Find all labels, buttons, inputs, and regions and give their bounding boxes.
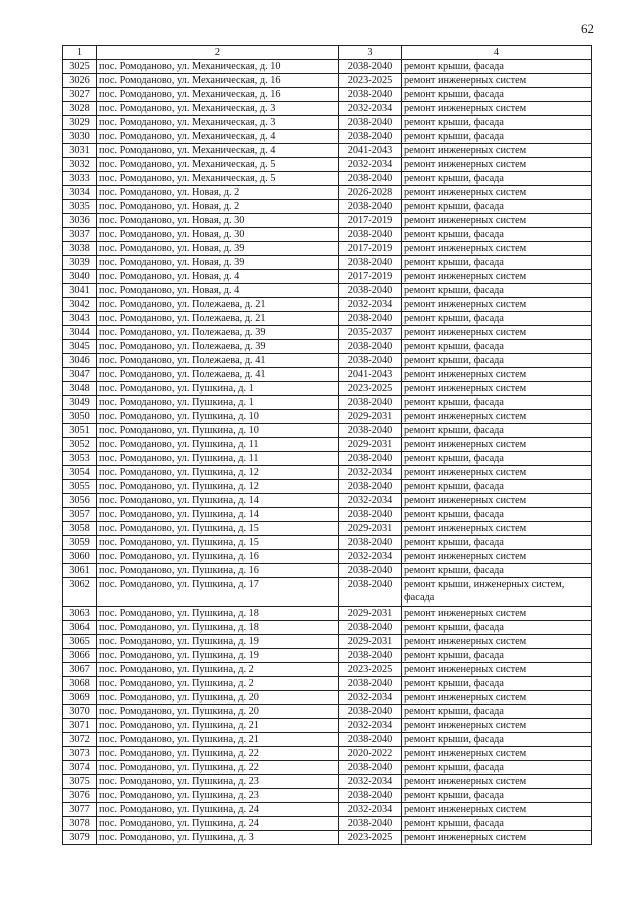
row-work-type: ремонт инженерных систем: [402, 368, 592, 382]
row-period: 2041-2043: [339, 144, 402, 158]
row-address: пос. Ромоданово, ул. Пушкина, д. 17: [97, 578, 339, 607]
row-number: 3034: [63, 186, 97, 200]
table-row: [63, 747, 592, 761]
row-period: 2017-2019: [339, 270, 402, 284]
table-row: [63, 607, 592, 621]
row-period: 2038-2040: [339, 578, 402, 607]
row-number: 3035: [63, 200, 97, 214]
row-work-type: ремонт инженерных систем: [402, 242, 592, 256]
table-row: [63, 635, 592, 649]
row-work-type: ремонт инженерных систем: [402, 466, 592, 480]
row-number: 3050: [63, 410, 97, 424]
row-number: 3032: [63, 158, 97, 172]
row-address: пос. Ромоданово, ул. Новая, д. 4: [97, 270, 339, 284]
row-period: 2038-2040: [339, 172, 402, 186]
row-address: пос. Ромоданово, ул. Пушкина, д. 15: [97, 522, 339, 536]
row-number: 3030: [63, 130, 97, 144]
row-period: 2032-2034: [339, 466, 402, 480]
row-number: 3065: [63, 635, 97, 649]
row-number: 3047: [63, 368, 97, 382]
row-address: пос. Ромоданово, ул. Механическая, д. 5: [97, 172, 339, 186]
row-number: 3062: [63, 578, 97, 607]
row-work-type: ремонт инженерных систем: [402, 298, 592, 312]
row-number: 3059: [63, 536, 97, 550]
row-address: пос. Ромоданово, ул. Механическая, д. 4: [97, 144, 339, 158]
table-row: [63, 242, 592, 256]
row-period: 2038-2040: [339, 130, 402, 144]
row-work-type: ремонт крыши, фасада: [402, 733, 592, 747]
row-work-type: ремонт крыши, фасада: [402, 396, 592, 410]
row-address: пос. Ромоданово, ул. Пушкина, д. 11: [97, 438, 339, 452]
row-period: 2038-2040: [339, 88, 402, 102]
table-row: [63, 396, 592, 410]
row-number: 3076: [63, 789, 97, 803]
row-number: 3069: [63, 691, 97, 705]
row-number: 3078: [63, 817, 97, 831]
row-work-type: ремонт крыши, фасада: [402, 354, 592, 368]
row-number: 3058: [63, 522, 97, 536]
table-row: [63, 817, 592, 831]
row-period: 2017-2019: [339, 214, 402, 228]
table-row: [63, 214, 592, 228]
row-number: 3066: [63, 649, 97, 663]
row-period: 2038-2040: [339, 452, 402, 466]
row-period: 2032-2034: [339, 803, 402, 817]
row-address: пос. Ромоданово, ул. Пушкина, д. 15: [97, 536, 339, 550]
row-period: 2038-2040: [339, 116, 402, 130]
row-address: пос. Ромоданово, ул. Полежаева, д. 41: [97, 368, 339, 382]
row-work-type: ремонт инженерных систем: [402, 831, 592, 845]
table-row: [63, 522, 592, 536]
row-address: пос. Ромоданово, ул. Полежаева, д. 21: [97, 312, 339, 326]
row-period: 2038-2040: [339, 536, 402, 550]
table-row: [63, 452, 592, 466]
row-work-type: ремонт крыши, фасада: [402, 340, 592, 354]
row-number: 3044: [63, 326, 97, 340]
row-period: 2020-2022: [339, 747, 402, 761]
row-number: 3039: [63, 256, 97, 270]
row-number: 3077: [63, 803, 97, 817]
row-address: пос. Ромоданово, ул. Новая, д. 2: [97, 200, 339, 214]
row-address: пос. Ромоданово, ул. Механическая, д. 16: [97, 88, 339, 102]
row-period: 2029-2031: [339, 522, 402, 536]
row-address: пос. Ромоданово, ул. Пушкина, д. 24: [97, 803, 339, 817]
row-address: пос. Ромоданово, ул. Полежаева, д. 41: [97, 354, 339, 368]
row-work-type: ремонт крыши, фасада: [402, 761, 592, 775]
row-number: 3031: [63, 144, 97, 158]
row-address: пос. Ромоданово, ул. Пушкина, д. 16: [97, 550, 339, 564]
row-work-type: ремонт крыши, фасада: [402, 256, 592, 270]
row-work-type: ремонт крыши, фасада: [402, 312, 592, 326]
row-work-type: ремонт инженерных систем: [402, 747, 592, 761]
row-work-type: ремонт крыши, фасада: [402, 677, 592, 691]
row-number: 3073: [63, 747, 97, 761]
row-address: пос. Ромоданово, ул. Механическая, д. 5: [97, 158, 339, 172]
row-address: пос. Ромоданово, ул. Пушкина, д. 14: [97, 508, 339, 522]
table-row: [63, 691, 592, 705]
row-number: 3046: [63, 354, 97, 368]
table-row: [63, 186, 592, 200]
row-address: пос. Ромоданово, ул. Полежаева, д. 21: [97, 298, 339, 312]
row-address: пос. Ромоданово, ул. Пушкина, д. 23: [97, 789, 339, 803]
row-work-type: ремонт инженерных систем: [402, 214, 592, 228]
row-period: 2038-2040: [339, 761, 402, 775]
row-address: пос. Ромоданово, ул. Пушкина, д. 20: [97, 705, 339, 719]
table-row: [63, 88, 592, 102]
table-row: [63, 172, 592, 186]
header-col-work: 4: [402, 46, 592, 60]
row-period: 2038-2040: [339, 480, 402, 494]
table-row: [63, 298, 592, 312]
row-number: 3036: [63, 214, 97, 228]
row-address: пос. Ромоданово, ул. Полежаева, д. 39: [97, 340, 339, 354]
row-work-type: ремонт инженерных систем: [402, 410, 592, 424]
row-period: 2041-2043: [339, 368, 402, 382]
row-address: пос. Ромоданово, ул. Полежаева, д. 39: [97, 326, 339, 340]
row-period: 2038-2040: [339, 284, 402, 298]
row-period: 2032-2034: [339, 298, 402, 312]
row-address: пос. Ромоданово, ул. Пушкина, д. 14: [97, 494, 339, 508]
row-number: 3038: [63, 242, 97, 256]
row-work-type: ремонт крыши, фасада: [402, 789, 592, 803]
row-period: 2038-2040: [339, 340, 402, 354]
row-period: 2038-2040: [339, 789, 402, 803]
row-period: 2038-2040: [339, 649, 402, 663]
row-number: 3033: [63, 172, 97, 186]
row-address: пос. Ромоданово, ул. Пушкина, д. 12: [97, 466, 339, 480]
row-period: 2032-2034: [339, 691, 402, 705]
row-work-type: ремонт крыши, фасада: [402, 508, 592, 522]
row-work-type: ремонт инженерных систем: [402, 382, 592, 396]
header-row: [63, 46, 592, 60]
row-number: 3051: [63, 424, 97, 438]
row-work-type: ремонт инженерных систем: [402, 775, 592, 789]
row-work-type: ремонт инженерных систем: [402, 522, 592, 536]
row-number: 3041: [63, 284, 97, 298]
table-row: [63, 761, 592, 775]
row-address: пос. Ромоданово, ул. Новая, д. 30: [97, 228, 339, 242]
table-row: [63, 130, 592, 144]
row-period: 2023-2025: [339, 382, 402, 396]
row-work-type: ремонт крыши, фасада: [402, 649, 592, 663]
row-period: 2038-2040: [339, 354, 402, 368]
row-period: 2029-2031: [339, 410, 402, 424]
row-period: 2038-2040: [339, 705, 402, 719]
row-work-type: ремонт крыши, инженерных систем, фасада: [402, 578, 592, 607]
row-number: 3074: [63, 761, 97, 775]
row-address: пос. Ромоданово, ул. Пушкина, д. 22: [97, 747, 339, 761]
row-period: 2032-2034: [339, 494, 402, 508]
row-address: пос. Ромоданово, ул. Новая, д. 2: [97, 186, 339, 200]
table-row: [63, 466, 592, 480]
row-work-type: ремонт инженерных систем: [402, 691, 592, 705]
row-address: пос. Ромоданово, ул. Механическая, д. 4: [97, 130, 339, 144]
row-number: 3049: [63, 396, 97, 410]
row-work-type: ремонт инженерных систем: [402, 663, 592, 677]
row-address: пос. Ромоданово, ул. Механическая, д. 10: [97, 60, 339, 74]
row-address: пос. Ромоданово, ул. Пушкина, д. 20: [97, 691, 339, 705]
row-work-type: ремонт инженерных систем: [402, 635, 592, 649]
row-number: 3052: [63, 438, 97, 452]
row-work-type: ремонт инженерных систем: [402, 144, 592, 158]
row-work-type: ремонт инженерных систем: [402, 719, 592, 733]
table-row: [63, 550, 592, 564]
row-address: пос. Ромоданово, ул. Пушкина, д. 19: [97, 649, 339, 663]
row-work-type: ремонт крыши, фасада: [402, 88, 592, 102]
table-row: [63, 789, 592, 803]
row-number: 3027: [63, 88, 97, 102]
row-number: 3053: [63, 452, 97, 466]
page-number: 62: [581, 21, 594, 36]
row-work-type: ремонт инженерных систем: [402, 270, 592, 284]
row-number: 3025: [63, 60, 97, 74]
table-row: [63, 382, 592, 396]
row-period: 2032-2034: [339, 719, 402, 733]
table-row: [63, 256, 592, 270]
row-period: 2038-2040: [339, 508, 402, 522]
table-row: [63, 775, 592, 789]
header-col-number: 1: [63, 46, 97, 60]
row-work-type: ремонт инженерных систем: [402, 803, 592, 817]
row-work-type: ремонт крыши, фасада: [402, 228, 592, 242]
row-number: 3028: [63, 102, 97, 116]
row-period: 2038-2040: [339, 621, 402, 635]
row-work-type: ремонт крыши, фасада: [402, 817, 592, 831]
row-address: пос. Ромоданово, ул. Пушкина, д. 1: [97, 382, 339, 396]
row-work-type: ремонт инженерных систем: [402, 186, 592, 200]
row-work-type: ремонт крыши, фасада: [402, 60, 592, 74]
row-period: 2023-2025: [339, 831, 402, 845]
row-period: 2038-2040: [339, 733, 402, 747]
row-work-type: ремонт инженерных систем: [402, 326, 592, 340]
table-row: [63, 144, 592, 158]
row-period: 2035-2037: [339, 326, 402, 340]
row-number: 3064: [63, 621, 97, 635]
row-address: пос. Ромоданово, ул. Пушкина, д. 22: [97, 761, 339, 775]
table-row: [63, 368, 592, 382]
table-row: [63, 831, 592, 845]
row-address: пос. Ромоданово, ул. Пушкина, д. 24: [97, 817, 339, 831]
row-work-type: ремонт инженерных систем: [402, 74, 592, 88]
table-row: [63, 116, 592, 130]
row-number: 3040: [63, 270, 97, 284]
row-address: пос. Ромоданово, ул. Пушкина, д. 11: [97, 452, 339, 466]
table-row: [63, 102, 592, 116]
table-row: [63, 494, 592, 508]
row-number: 3072: [63, 733, 97, 747]
row-number: 3054: [63, 466, 97, 480]
row-address: пос. Ромоданово, ул. Механическая, д. 16: [97, 74, 339, 88]
row-number: 3057: [63, 508, 97, 522]
row-address: пос. Ромоданово, ул. Пушкина, д. 21: [97, 719, 339, 733]
table-row: [63, 803, 592, 817]
row-number: 3067: [63, 663, 97, 677]
row-address: пос. Ромоданово, ул. Пушкина, д. 1: [97, 396, 339, 410]
row-work-type: ремонт крыши, фасада: [402, 172, 592, 186]
table-row: [63, 480, 592, 494]
table-row: [63, 312, 592, 326]
row-work-type: ремонт крыши, фасада: [402, 284, 592, 298]
table-row: [63, 621, 592, 635]
row-address: пос. Ромоданово, ул. Пушкина, д. 2: [97, 677, 339, 691]
row-work-type: ремонт инженерных систем: [402, 607, 592, 621]
row-address: пос. Ромоданово, ул. Новая, д. 4: [97, 284, 339, 298]
row-address: пос. Ромоданово, ул. Пушкина, д. 16: [97, 564, 339, 578]
header-col-period: 3: [339, 46, 402, 60]
row-period: 2038-2040: [339, 312, 402, 326]
row-period: 2023-2025: [339, 663, 402, 677]
row-period: 2038-2040: [339, 396, 402, 410]
table-row: [63, 536, 592, 550]
row-address: пос. Ромоданово, ул. Новая, д. 39: [97, 256, 339, 270]
table-row: [63, 663, 592, 677]
table-row: [63, 649, 592, 663]
table-body: [63, 60, 592, 845]
row-work-type: ремонт крыши, фасада: [402, 452, 592, 466]
table-row: [63, 424, 592, 438]
row-work-type: ремонт крыши, фасада: [402, 130, 592, 144]
row-work-type: ремонт инженерных систем: [402, 158, 592, 172]
table-row: [63, 74, 592, 88]
table-row: [63, 508, 592, 522]
row-address: пос. Ромоданово, ул. Новая, д. 30: [97, 214, 339, 228]
row-work-type: ремонт крыши, фасада: [402, 424, 592, 438]
row-period: 2032-2034: [339, 102, 402, 116]
row-period: 2032-2034: [339, 158, 402, 172]
table-row: [63, 719, 592, 733]
register-table: [62, 45, 592, 845]
row-number: 3029: [63, 116, 97, 130]
table-row: [63, 284, 592, 298]
row-number: 3079: [63, 831, 97, 845]
row-work-type: ремонт крыши, фасада: [402, 621, 592, 635]
row-work-type: ремонт крыши, фасада: [402, 705, 592, 719]
table-row: [63, 564, 592, 578]
table-row: [63, 270, 592, 284]
row-period: 2038-2040: [339, 424, 402, 438]
table-row: [63, 326, 592, 340]
row-work-type: ремонт крыши, фасада: [402, 536, 592, 550]
row-number: 3068: [63, 677, 97, 691]
row-number: 3061: [63, 564, 97, 578]
row-address: пос. Ромоданово, ул. Пушкина, д. 23: [97, 775, 339, 789]
row-number: 3070: [63, 705, 97, 719]
row-number: 3060: [63, 550, 97, 564]
row-address: пос. Ромоданово, ул. Пушкина, д. 21: [97, 733, 339, 747]
row-period: 2038-2040: [339, 256, 402, 270]
row-period: 2029-2031: [339, 438, 402, 452]
row-address: пос. Ромоданово, ул. Пушкина, д. 10: [97, 410, 339, 424]
table-row: [63, 228, 592, 242]
row-period: 2038-2040: [339, 228, 402, 242]
row-period: 2032-2034: [339, 775, 402, 789]
row-period: 2029-2031: [339, 635, 402, 649]
table-row: [63, 354, 592, 368]
row-address: пос. Ромоданово, ул. Пушкина, д. 2: [97, 663, 339, 677]
row-number: 3037: [63, 228, 97, 242]
row-work-type: ремонт крыши, фасада: [402, 116, 592, 130]
row-number: 3055: [63, 480, 97, 494]
row-address: пос. Ромоданово, ул. Пушкина, д. 3: [97, 831, 339, 845]
table-row: [63, 733, 592, 747]
row-period: 2026-2028: [339, 186, 402, 200]
table-row: [63, 158, 592, 172]
row-number: 3042: [63, 298, 97, 312]
row-number: 3056: [63, 494, 97, 508]
row-address: пос. Ромоданово, ул. Пушкина, д. 10: [97, 424, 339, 438]
table-header: [63, 46, 592, 60]
row-address: пос. Ромоданово, ул. Пушкина, д. 18: [97, 607, 339, 621]
row-work-type: ремонт крыши, фасада: [402, 564, 592, 578]
row-address: пос. Ромоданово, ул. Пушкина, д. 18: [97, 621, 339, 635]
row-address: пос. Ромоданово, ул. Пушкина, д. 12: [97, 480, 339, 494]
row-number: 3045: [63, 340, 97, 354]
row-work-type: ремонт инженерных систем: [402, 438, 592, 452]
row-period: 2032-2034: [339, 550, 402, 564]
table-row: [63, 705, 592, 719]
row-number: 3043: [63, 312, 97, 326]
row-period: 2038-2040: [339, 677, 402, 691]
row-number: 3026: [63, 74, 97, 88]
table-row: [63, 200, 592, 214]
table-row: [63, 677, 592, 691]
row-address: пос. Ромоданово, ул. Механическая, д. 3: [97, 116, 339, 130]
row-period: 2029-2031: [339, 607, 402, 621]
table-row: [63, 410, 592, 424]
row-work-type: ремонт инженерных систем: [402, 494, 592, 508]
row-address: пос. Ромоданово, ул. Механическая, д. 3: [97, 102, 339, 116]
row-work-type: ремонт инженерных систем: [402, 550, 592, 564]
row-period: 2017-2019: [339, 242, 402, 256]
row-number: 3048: [63, 382, 97, 396]
row-number: 3063: [63, 607, 97, 621]
table-row: [63, 438, 592, 452]
row-period: 2038-2040: [339, 60, 402, 74]
header-col-address: 2: [97, 46, 339, 60]
row-number: 3075: [63, 775, 97, 789]
row-work-type: ремонт крыши, фасада: [402, 200, 592, 214]
table-row: [63, 60, 592, 74]
row-period: 2023-2025: [339, 74, 402, 88]
row-number: 3071: [63, 719, 97, 733]
row-work-type: ремонт крыши, фасада: [402, 480, 592, 494]
table-row: [63, 578, 592, 607]
row-period: 2038-2040: [339, 817, 402, 831]
row-work-type: ремонт инженерных систем: [402, 102, 592, 116]
row-period: 2038-2040: [339, 564, 402, 578]
row-address: пос. Ромоданово, ул. Новая, д. 39: [97, 242, 339, 256]
row-address: пос. Ромоданово, ул. Пушкина, д. 19: [97, 635, 339, 649]
table-row: [63, 340, 592, 354]
row-period: 2038-2040: [339, 200, 402, 214]
